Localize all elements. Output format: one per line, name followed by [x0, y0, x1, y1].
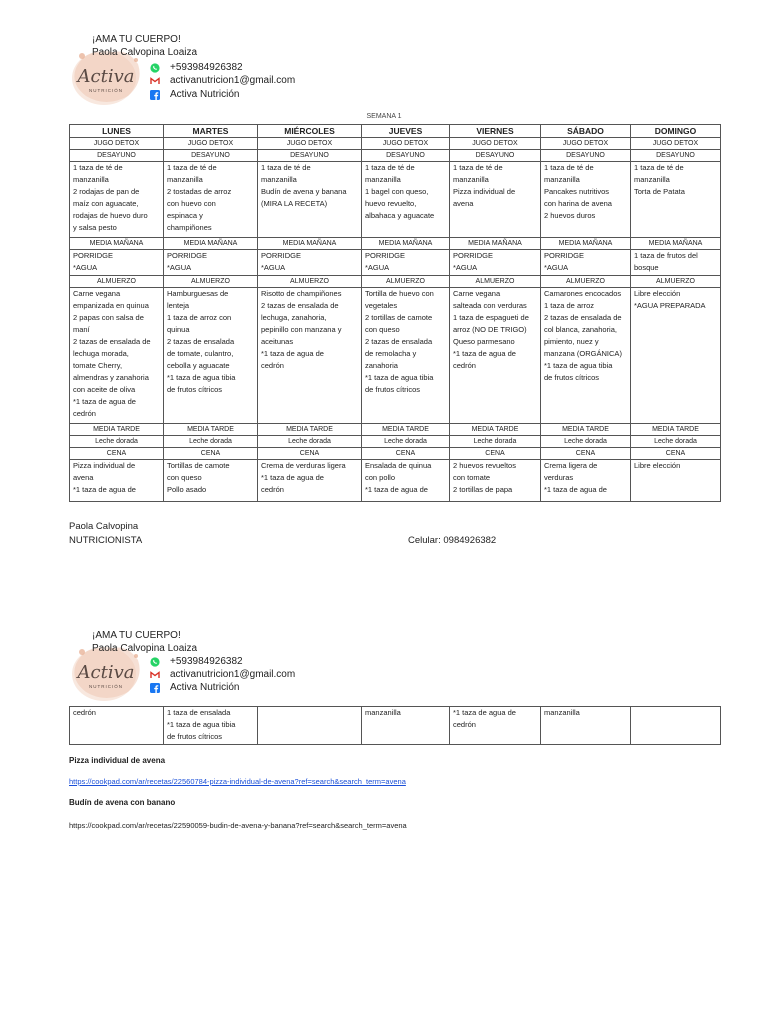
meal-cell: Leche dorada	[631, 436, 721, 448]
tagline: ¡AMA TU CUERPO!	[92, 34, 181, 45]
meal-label: JUGO DETOX	[362, 138, 450, 150]
almuerzo-label-row	[70, 276, 721, 288]
meal-cell: manzanilla	[362, 707, 450, 745]
desayuno-row	[70, 162, 721, 238]
meal-cell: Leche dorada	[362, 436, 450, 448]
tagline: ¡AMA TU CUERPO!	[92, 630, 181, 641]
meal-cell: PORRIDGE *AGUA	[450, 250, 541, 276]
meal-cell	[258, 707, 362, 745]
facebook-icon	[150, 683, 160, 693]
meal-cell: Hamburguesas de lenteja 1 taza de arroz con quinua 2 tazas de ensalada de tomate, culantro, cebolla y aguacate *1 taza de agua tibia de frutos cítricos	[164, 288, 258, 424]
media-manana-label-row	[70, 238, 721, 250]
meal-cell: Leche dorada	[450, 436, 541, 448]
meal-label: ALMUERZO	[362, 276, 450, 288]
meal-label: CENA	[258, 448, 362, 460]
meal-cell: 1 taza de té de manzanilla 2 tostadas de arroz con huevo con espinaca y champiñones	[164, 162, 258, 238]
day-header: MARTES	[164, 125, 258, 138]
meal-label: MEDIA MAÑANA	[362, 238, 450, 250]
meal-label: MEDIA TARDE	[450, 424, 541, 436]
meal-label: MEDIA TARDE	[70, 424, 164, 436]
meal-label: MEDIA MAÑANA	[631, 238, 721, 250]
meal-cell: PORRIDGE *AGUA	[70, 250, 164, 276]
meal-label: CENA	[631, 448, 721, 460]
meal-label: MEDIA MAÑANA	[541, 238, 631, 250]
day-header-row	[70, 125, 721, 138]
meal-label: ALMUERZO	[631, 276, 721, 288]
phone-row	[150, 62, 243, 73]
meal-label: MEDIA TARDE	[541, 424, 631, 436]
meal-cell: manzanilla	[541, 707, 631, 745]
meal-label: JUGO DETOX	[631, 138, 721, 150]
meal-label: ALMUERZO	[258, 276, 362, 288]
svg-text:Activa: Activa	[77, 66, 135, 87]
recipe-title: Pizza individual de avena	[69, 756, 166, 765]
meal-label: MEDIA MAÑANA	[258, 238, 362, 250]
day-header: SÁBADO	[541, 125, 631, 138]
meal-label: JUGO DETOX	[70, 138, 164, 150]
meal-cell: 2 huevos revueltos con tomate 2 tortillas de papa	[450, 460, 541, 502]
meal-cell: Tortillas de camote con queso Pollo asado	[164, 460, 258, 502]
meal-label: CENA	[450, 448, 541, 460]
meal-cell: *1 taza de agua de cedrón	[450, 707, 541, 745]
meal-label: ALMUERZO	[450, 276, 541, 288]
gmail-icon	[150, 670, 160, 680]
meal-label: ALMUERZO	[70, 276, 164, 288]
signature-name: Paola Calvopina	[69, 521, 139, 532]
facebook-row	[150, 682, 239, 693]
cena-row	[70, 460, 721, 502]
meal-cell: Leche dorada	[258, 436, 362, 448]
continuation-row	[70, 707, 721, 745]
day-header: MIÉRCOLES	[258, 125, 362, 138]
svg-text:Activa: Activa	[77, 662, 135, 683]
meal-cell: 1 taza de té de manzanilla Torta de Patata	[631, 162, 721, 238]
meal-label: DESAYUNO	[362, 150, 450, 162]
letterhead-page-2	[64, 630, 464, 710]
facebook-row	[150, 89, 239, 100]
meal-cell	[631, 707, 721, 745]
meal-label: JUGO DETOX	[541, 138, 631, 150]
facebook-page[interactable]: Activa Nutrición	[170, 682, 240, 693]
meal-plan-table	[69, 124, 721, 502]
facebook-icon	[150, 90, 160, 100]
meal-cell: PORRIDGE *AGUA	[258, 250, 362, 276]
meal-label: CENA	[362, 448, 450, 460]
media-tarde-label-row	[70, 424, 721, 436]
meal-label: MEDIA MAÑANA	[70, 238, 164, 250]
meal-cell: PORRIDGE *AGUA	[164, 250, 258, 276]
svg-text:NUTRICIÓN: NUTRICIÓN	[89, 684, 123, 689]
meal-plan-continuation	[69, 706, 721, 745]
nutritionist-name: Paola Calvopina Loaiza	[92, 47, 198, 58]
recipe-link[interactable]: https://cookpad.com/ar/recetas/22590059-budin-de-avena-y-banana?ref=search&search_term=avena	[69, 821, 407, 830]
meal-cell: Carne vegana empanizada en quinua 2 papas con salsa de maní 2 tazas de ensalada de lechuga morada, tomate Cherry, almendras y zanahoria con aceite de oliva *1 taza de agua de cedrón	[70, 288, 164, 424]
meal-cell: Leche dorada	[164, 436, 258, 448]
day-header: JUEVES	[362, 125, 450, 138]
phone-number: +593984926382	[170, 62, 243, 73]
meal-cell: 1 taza de té de manzanilla Pancakes nutritivos con harina de avena 2 huevos duros	[541, 162, 631, 238]
meal-label: MEDIA TARDE	[362, 424, 450, 436]
recipe-title: Budín de avena con banano	[69, 798, 176, 807]
meal-label: CENA	[164, 448, 258, 460]
meal-cell: Pizza individual de avena *1 taza de agua de	[70, 460, 164, 502]
meal-cell: Ensalada de quinua con pollo *1 taza de agua de	[362, 460, 450, 502]
jugo-row	[70, 138, 721, 150]
meal-label: CENA	[541, 448, 631, 460]
footer-phone: Celular: 0984926382	[408, 535, 497, 546]
meal-cell: Libre elección *AGUA PREPARADA	[631, 288, 721, 424]
meal-cell: PORRIDGE *AGUA	[362, 250, 450, 276]
meal-cell: 1 taza de té de manzanilla Budín de avena y banana (MIRA LA RECETA)	[258, 162, 362, 238]
meal-cell: Camarones encocados 1 taza de arroz 2 tazas de ensalada de col blanca, zanahoria, pimiento, nuez y manzana (ORGÁNICA) *1 taza de agua tibia de frutos cítricos	[541, 288, 631, 424]
meal-cell: Tortilla de huevo con vegetales 2 tortillas de camote con queso 2 tazas de ensalada de remolacha y zanahoria *1 taza de agua tibia de frutos cítricos	[362, 288, 450, 424]
email-address[interactable]: activanutricion1@gmail.com	[170, 669, 296, 680]
day-header: LUNES	[70, 125, 164, 138]
email-row	[150, 669, 295, 680]
meal-label: ALMUERZO	[164, 276, 258, 288]
meal-label: DESAYUNO	[541, 150, 631, 162]
meal-label: JUGO DETOX	[164, 138, 258, 150]
meal-label: MEDIA MAÑANA	[164, 238, 258, 250]
meal-cell: 1 taza de frutos del bosque	[631, 250, 721, 276]
meal-label: MEDIA TARDE	[258, 424, 362, 436]
meal-label: DESAYUNO	[450, 150, 541, 162]
meal-cell: Libre elección	[631, 460, 721, 502]
almuerzo-row	[70, 288, 721, 424]
meal-cell: 1 taza de ensalada *1 taza de agua tibia de frutos cítricos	[164, 707, 258, 745]
meal-label: DESAYUNO	[631, 150, 721, 162]
media-tarde-row	[70, 436, 721, 448]
letterhead	[64, 34, 464, 114]
meal-label: CENA	[70, 448, 164, 460]
meal-label: DESAYUNO	[70, 150, 164, 162]
meal-cell: Risotto de champiñones 2 tazas de ensalada de lechuga, zanahoria, pepinillo con manzana y aceitunas *1 taza de agua de cedrón	[258, 288, 362, 424]
gmail-icon	[150, 76, 160, 86]
signature-role: NUTRICIONISTA	[69, 535, 143, 546]
meal-cell: cedrón	[70, 707, 164, 745]
meal-cell: Crema de verduras ligera *1 taza de agua de cedrón	[258, 460, 362, 502]
whatsapp-icon	[150, 657, 160, 667]
phone-row	[150, 656, 243, 667]
meal-cell: Leche dorada	[70, 436, 164, 448]
nutritionist-name: Paola Calvopina Loaiza	[92, 643, 198, 654]
media-manana-row	[70, 250, 721, 276]
meal-label: DESAYUNO	[164, 150, 258, 162]
email-row	[150, 75, 295, 86]
phone-number: +593984926382	[170, 656, 243, 667]
meal-label: DESAYUNO	[258, 150, 362, 162]
meal-label: JUGO DETOX	[450, 138, 541, 150]
meal-cell: 1 taza de té de manzanilla Pizza individual de avena	[450, 162, 541, 238]
meal-cell: Leche dorada	[541, 436, 631, 448]
meal-cell: 1 taza de té de manzanilla 2 rodajas de pan de maíz con aguacate, rodajas de huevo duro y salsa pesto	[70, 162, 164, 238]
facebook-page[interactable]: Activa Nutrición	[170, 89, 240, 100]
meal-label: JUGO DETOX	[258, 138, 362, 150]
whatsapp-icon	[150, 63, 160, 73]
meal-label: MEDIA TARDE	[164, 424, 258, 436]
meal-cell: Carne vegana salteada con verduras 1 taza de espagueti de arroz (NO DE TRIGO) Queso parmesano *1 taza de agua de cedrón	[450, 288, 541, 424]
day-header: VIERNES	[450, 125, 541, 138]
meal-label: MEDIA MAÑANA	[450, 238, 541, 250]
cena-label-row	[70, 448, 721, 460]
meal-cell: 1 taza de té de manzanilla 1 bagel con queso, huevo revuelto, albahaca y aguacate	[362, 162, 450, 238]
meal-label: MEDIA TARDE	[631, 424, 721, 436]
meal-cell: PORRIDGE *AGUA	[541, 250, 631, 276]
desayuno-label-row	[70, 150, 721, 162]
day-header: DOMINGO	[631, 125, 721, 138]
svg-text:NUTRICIÓN: NUTRICIÓN	[89, 88, 123, 93]
email-address[interactable]: activanutricion1@gmail.com	[170, 75, 296, 86]
meal-cell: Crema ligera de verduras *1 taza de agua de	[541, 460, 631, 502]
week-title: SEMANA 1	[366, 113, 402, 120]
meal-label: ALMUERZO	[541, 276, 631, 288]
recipe-link[interactable]: https://cookpad.com/ar/recetas/22560784-pizza-individual-de-avena?ref=search&search_term=avena	[69, 777, 406, 786]
